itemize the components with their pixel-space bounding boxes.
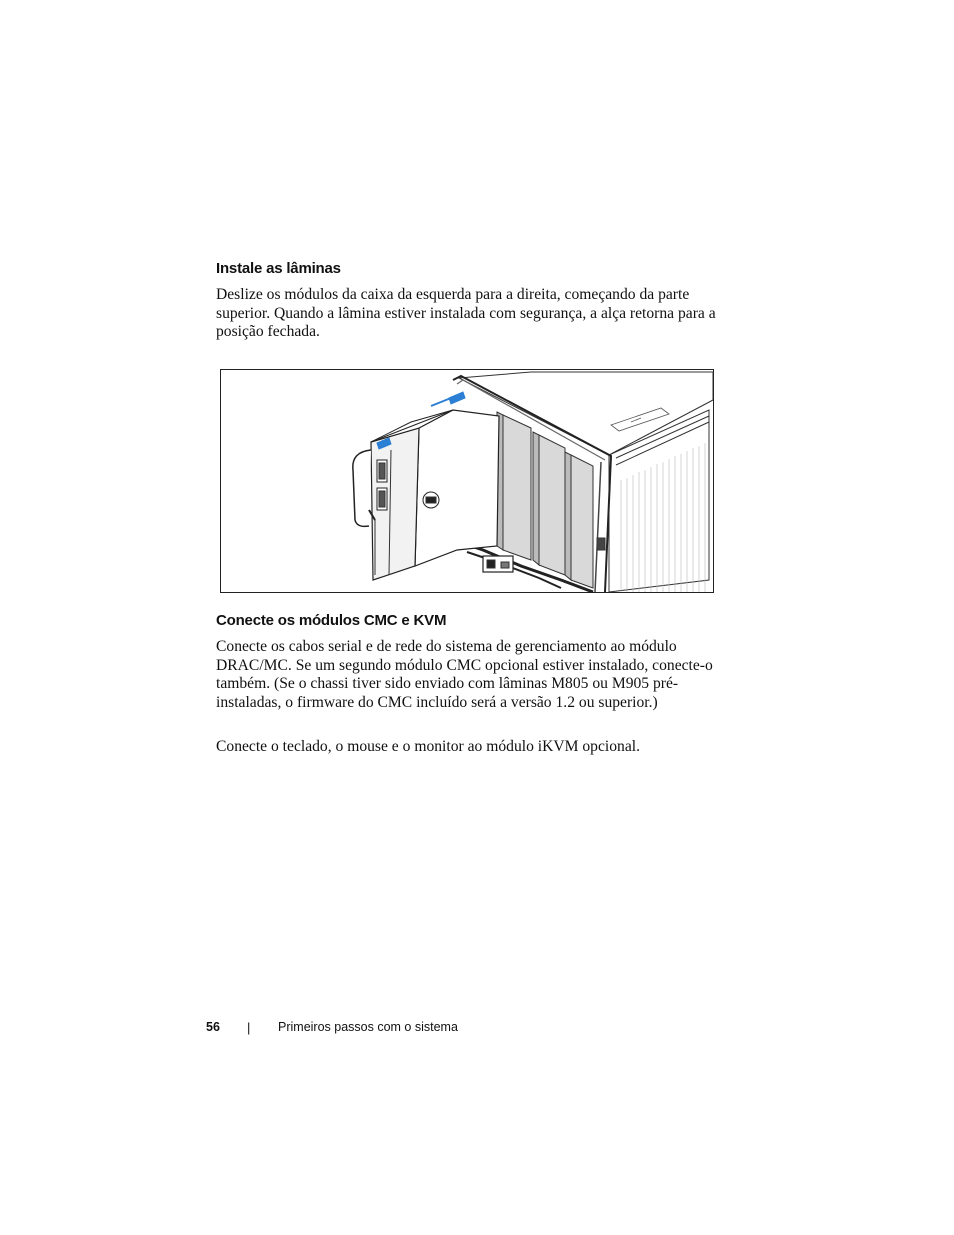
- page-number: 56: [206, 1020, 220, 1034]
- footer-separator: |: [247, 1020, 251, 1035]
- blade-installation-illustration: [220, 369, 714, 593]
- section-heading-connect-cmc-kvm: Conecte os módulos CMC e KVM: [216, 612, 447, 629]
- footer-chapter-title: Primeiros passos com o sistema: [278, 1020, 458, 1034]
- blade-module: [353, 392, 499, 580]
- connect-ikvm-paragraph: Conecte o teclado, o mouse e o monitor ao módulo iKVM opcional.: [216, 738, 640, 755]
- section-heading-install-blades: Instale as lâminas: [216, 260, 341, 277]
- connect-cmc-paragraph: Conecte os cabos serial e de rede do sistema de gerenciamento ao módulo DRAC/MC. Se um segundo módulo CMC opcional estiver instalado, conecte-o também. (Se o chassi tiver sido enviado com lâminas M805 ou M905 pré-instaladas, o firmware do CMC incluído será a versão 1.2 ou superior.): [216, 638, 713, 711]
- install-blades-paragraph: Deslize os módulos da caixa da esquerda para a direita, começando da parte superior. Quando a lâmina estiver instalada com segurança, a alça retorna para a posição fechada.: [216, 286, 716, 341]
